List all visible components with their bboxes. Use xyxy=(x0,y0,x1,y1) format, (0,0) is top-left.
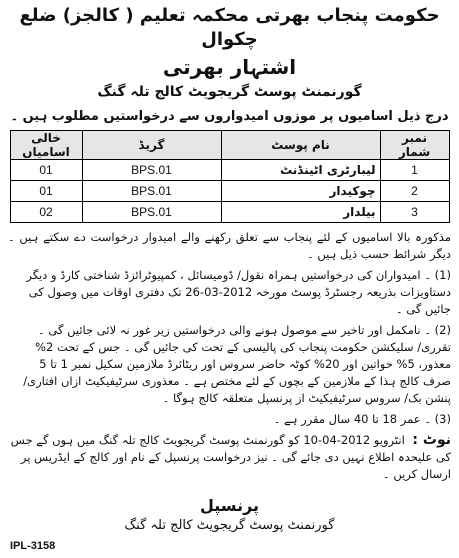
col-count: خالی اسامیاں xyxy=(10,131,82,160)
cell-grade: BPS.01 xyxy=(82,160,221,181)
condition-item: (3) ۔ عمر 18 تا 40 سال مقرر ہے ۔ xyxy=(273,412,451,426)
condition-item: (1) ۔ امیدواران کی درخواستیں ہمراہ نقول/ ڈومیسائل ، کمپیوٹرائزڈ شناختی کارڈ و دیگر دستاویزات بذریعہ رجسٹرڈ پوسٹ مورخہ 2012-03-26 تک دفتری اوقات میں وصول کی جائیں گی ۔ xyxy=(26,268,451,316)
table-row xyxy=(10,160,449,181)
note xyxy=(8,432,451,483)
note-text: انٹرویو 2012-04-10 کو گورنمنٹ پوسٹ گریجویٹ کالج تلہ گنگ میں ہوں گے جس کی علیحدہ اطلاع نہیں دی جائے گی ۔ نیز درخواست پرنسپل کے نام اور کالج کے ایڈریس پر ارسال کریں ۔ xyxy=(10,433,451,481)
cell-post: چوکیدار xyxy=(221,181,380,202)
posts-table xyxy=(10,130,450,223)
header-government: حکومت پنجاب بھرتی محکمہ تعلیم ( کالجز) ضلع چکوال xyxy=(19,5,440,50)
table-row xyxy=(10,202,449,223)
cell-count: 02 xyxy=(10,202,82,223)
cell-sr: 2 xyxy=(380,181,449,202)
cell-post: بیلدار xyxy=(221,202,380,223)
signature-title: پرنسپل xyxy=(199,496,260,515)
table-row xyxy=(10,181,449,202)
intro-text: درج ذیل اسامیوں پر موزوں امیدواروں سے درخواستیں مطلوب ہیں ۔ xyxy=(10,109,449,124)
col-post: نام پوسٹ xyxy=(221,131,380,160)
cell-grade: BPS.01 xyxy=(82,202,221,223)
cell-count: 01 xyxy=(10,160,82,181)
signature-college: گورنمنٹ پوسٹ گریجویٹ کالج تلہ گنگ xyxy=(124,518,335,533)
col-grade: گریڈ xyxy=(82,131,221,160)
condition-item: (2) ۔ نامکمل اور تاخیر سے موصول ہونے والی درخواستیں زیر غور نہ لائی جائیں گی ۔ تقرری/ سلیکشن حکومت پنجاب کی پالیسی کے تحت کی جائیں گی ۔ جس کے تحت 2% معذور، 5% خواتین اور 20% کوٹہ حاضر سروس اور ریٹائرڈ ملازمین سکیل نمبر 1 تا 5 صرف کالج ہذا کے ملازمین کے بچوں کے لئے مختص ہے ۔ معذوری سرٹیفیکیٹ ازاں افتاری/ پنشن بک/ سروس سرٹیفیکیٹ از پرنسپل متعلقہ کالج ہوگا ۔ xyxy=(23,323,451,405)
cell-sr: 1 xyxy=(380,160,449,181)
signature-block xyxy=(8,495,451,535)
header-college: گورنمنٹ پوسٹ گریجویٹ کالج تلہ گنگ xyxy=(97,84,362,100)
note-label: نوٹ : xyxy=(412,432,451,448)
eligibility-text: مذکورہ بالا اسامیوں کے لئے پنجاب سے تعلق رکھنے والے امیدوار درخواست دے سکتے ہیں ۔ دیگر شرائط حسب ذیل ہیں ۔ xyxy=(8,230,451,261)
col-sr: نمبر شمار xyxy=(380,131,449,160)
cell-post: لیبارٹری اٹینڈنٹ xyxy=(221,160,380,181)
cell-grade: BPS.01 xyxy=(82,181,221,202)
cell-count: 01 xyxy=(10,181,82,202)
reference-number: IPL-3158 xyxy=(10,540,56,552)
header-title: اشتہار بھرتی xyxy=(162,55,297,79)
cell-sr: 3 xyxy=(380,202,449,223)
table-header-row xyxy=(10,131,449,160)
